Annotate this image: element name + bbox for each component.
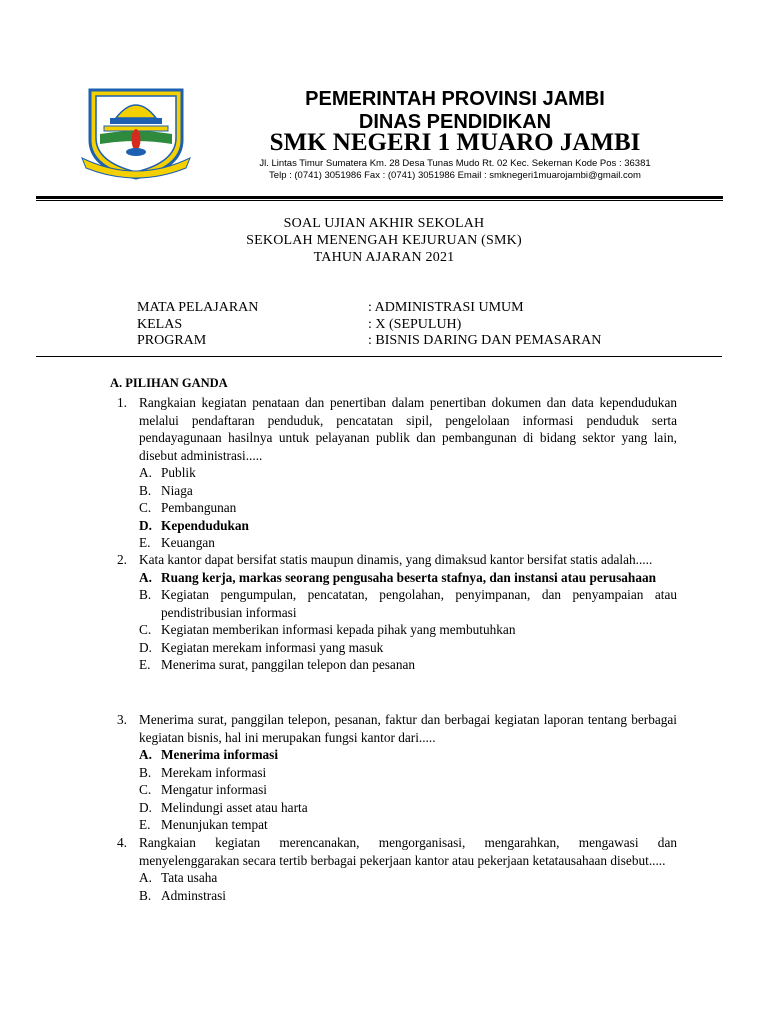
exam-title-line-1: SOAL UJIAN AKHIR SEKOLAH (283, 216, 485, 231)
option-letter: A. (139, 870, 152, 885)
option-e (117, 656, 677, 674)
option-e (117, 534, 677, 552)
header-government-line: PEMERINTAH PROVINSI JAMBI (305, 88, 605, 110)
option-letter: C. (139, 622, 152, 637)
option-letter: C. (139, 782, 152, 797)
header-contact: Telp : (0741) 3051986 Fax : (0741) 3051986 Email : smknegeri1muarojambi@gmail.com (269, 170, 641, 181)
option-text: Kependudukan (161, 517, 249, 533)
option-letter: E. (139, 657, 151, 672)
option-b (117, 482, 677, 500)
question-number: 2. (117, 552, 127, 567)
option-letter: D. (139, 639, 152, 655)
option-c (117, 621, 677, 639)
option-text: Adminstrasi (161, 887, 227, 903)
option-text: Pembangunan (161, 500, 237, 515)
question-stem: Rangkaian kegiatan penataan dan penertiban dalam penertiban dokumen dan data kependudukan melalui pendaftaran penduduk, pencatatan sipil, pengelolaan informasi penduduk serta pendayagunaan hasilnya untuk pelayanan publik dan pembangunan di bidang sektor yang lain, disebut administrasi..... (139, 395, 677, 463)
question-number: 1. (117, 395, 127, 410)
option-d (117, 799, 677, 817)
question-4 (117, 834, 677, 904)
option-letter: B. (139, 587, 152, 602)
option-d (117, 639, 677, 657)
option-text: Kegiatan pengumpulan, pencatatan, pengolahan, penyimpanan, dan penyampaian atau pendistribusian informasi (161, 587, 677, 620)
option-d-correct (117, 517, 677, 535)
option-a (117, 464, 677, 482)
option-text: Melindungi asset atau harta (161, 799, 308, 815)
meta-label-class: KELAS (137, 317, 183, 332)
question-number: 4. (117, 835, 127, 850)
option-text: Merekam informasi (161, 764, 267, 780)
option-c (117, 781, 677, 799)
question-stem: Kata kantor dapat bersifat statis maupun dinamis, yang dimaksud kantor bersifat statis adalah..... (139, 552, 653, 567)
option-b (117, 764, 677, 782)
header-department-line: DINAS PENDIDIKAN (358, 111, 552, 133)
option-letter: D. (139, 799, 152, 815)
option-letter: E. (139, 535, 151, 550)
provincial-emblem-logo (80, 88, 192, 180)
section-heading: A. PILIHAN GANDA (110, 376, 228, 390)
option-c (117, 499, 677, 517)
meta-label-subject: MATA PELAJARAN (137, 300, 259, 315)
option-text: Menerima informasi (161, 747, 279, 762)
option-text: Mengatur informasi (161, 782, 267, 797)
option-text: Menunjukan tempat (161, 817, 268, 832)
option-a-correct (117, 569, 677, 587)
option-letter: A. (139, 747, 152, 762)
question-stem: Menerima surat, panggilan telepon, pesanan, faktur dan berbagai kegiatan laporan tentang berbagai kegiatan bisnis, hal ini merupakan fungsi kantor dari..... (139, 712, 677, 745)
meta-divider (36, 356, 722, 357)
option-letter: E. (139, 817, 151, 832)
question-stem: Rangkaian kegiatan merencanakan, mengorganisasi, mengarahkan, mengawasi dan menyelenggarakan secara tertib berbagai pekerjaan kantor atau pekerjaan ketatausahaan disebut..... (139, 835, 677, 868)
exam-title-line-3: TAHUN AJARAN 2021 (313, 250, 455, 265)
option-text: Ruang kerja, markas seorang pengusaha beserta stafnya, dan instansi atau perusahaan (161, 569, 657, 585)
option-b (117, 586, 677, 621)
meta-label-program: PROGRAM (137, 333, 207, 348)
option-text: Keuangan (161, 535, 215, 550)
option-letter: C. (139, 500, 152, 515)
header-address: Jl. Lintas Timur Sumatera Km. 28 Desa Tunas Mudo Rt. 02 Kec. Sekernan Kode Pos : 36381 (259, 158, 651, 169)
question-1 (117, 394, 677, 552)
option-text: Niaga (161, 482, 193, 498)
header-school-name: SMK NEGERI 1 MUARO JAMBI (269, 129, 641, 156)
question-number: 3. (117, 712, 127, 727)
option-letter: B. (139, 482, 152, 498)
option-letter: B. (139, 764, 152, 780)
option-text: Menerima surat, panggilan telepon dan pesanan (161, 657, 416, 672)
exam-title-line-2: SEKOLAH MENENGAH KEJURUAN (SMK) (246, 233, 522, 248)
header-divider-thick (36, 196, 723, 199)
meta-value-class: : X (SEPULUH) (368, 317, 462, 332)
option-a-correct (117, 746, 677, 764)
option-letter: A. (139, 465, 152, 480)
option-text: Kegiatan merekam informasi yang masuk (161, 639, 384, 655)
meta-value-subject: : ADMINISTRASI UMUM (368, 300, 524, 315)
question-2 (117, 551, 677, 674)
option-text: Kegiatan memberikan informasi kepada pihak yang membutuhkan (161, 622, 516, 637)
meta-value-program: : BISNIS DARING DAN PEMASARAN (368, 333, 602, 348)
question-3 (117, 711, 677, 834)
option-letter: D. (139, 517, 152, 533)
option-letter: A. (139, 569, 152, 585)
option-text: Publik (161, 465, 196, 480)
option-b (117, 887, 677, 905)
option-text: Tata usaha (161, 870, 218, 885)
header-divider-thin (36, 200, 723, 201)
option-letter: B. (139, 887, 152, 903)
option-a (117, 869, 677, 887)
option-e (117, 816, 677, 834)
